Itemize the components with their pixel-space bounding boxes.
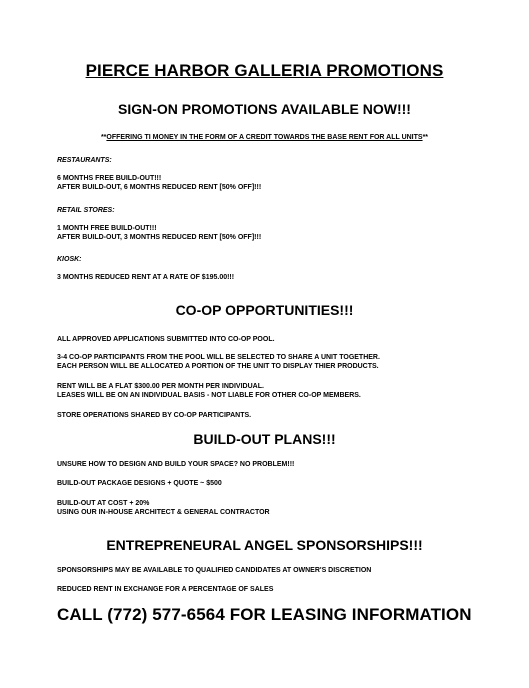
retail-line-2: AFTER BUILD-OUT, 3 MONTHS REDUCED RENT [50% OFF]!!! [57, 234, 262, 241]
kiosk-line-1: 3 MONTHS REDUCED RENT AT A RATE OF $195.00!!! [57, 274, 235, 281]
note-prefix: ** [100, 134, 107, 141]
coop-line-2: 3-4 CO-OP PARTICIPANTS FROM THE POOL WILL BE SELECTED TO SHARE A UNIT TOGETHER. [57, 354, 380, 361]
buildout-line-3: BUILD-OUT AT COST + 20% [57, 500, 150, 507]
signon-heading: SIGN-ON PROMOTIONS AVAILABLE NOW!!! [118, 101, 411, 117]
coop-line-3: EACH PERSON WILL BE ALLOCATED A PORTION OF THE UNIT TO DISPLAY THIER PRODUCTS. [57, 363, 379, 370]
buildout-line-1: UNSURE HOW TO DESIGN AND BUILD YOUR SPACE? NO PROBLEM!!! [57, 461, 295, 468]
coop-heading: CO-OP OPPORTUNITIES!!! [175, 302, 354, 318]
restaurants-line-2: AFTER BUILD-OUT, 6 MONTHS REDUCED RENT [50% OFF]!!! [57, 184, 262, 191]
retail-label: RETAIL STORES: [57, 207, 115, 214]
angel-line-1: SPONSORSHIPS MAY BE AVAILABLE TO QUALIFIED CANDIDATES AT OWNER'S DISCRETION [57, 567, 372, 574]
ti-money-note [0, 134, 529, 141]
buildout-heading: BUILD-OUT PLANS!!! [193, 431, 336, 447]
angel-line-2: REDUCED RENT IN EXCHANGE FOR A PERCENTAGE OF SALES [57, 586, 274, 593]
coop-line-1: ALL APPROVED APPLICATIONS SUBMITTED INTO CO-OP POOL. [57, 336, 275, 343]
buildout-line-4: USING OUR IN-HOUSE ARCHITECT & GENERAL CONTRACTOR [57, 509, 270, 516]
restaurants-label: RESTAURANTS: [57, 157, 112, 164]
angel-heading: ENTREPRENEURAL ANGEL SPONSORSHIPS!!! [106, 537, 423, 553]
note-text: OFFERING TI MONEY IN THE FORM OF A CREDIT TOWARDS THE BASE RENT FOR ALL UNITS [106, 134, 423, 141]
note-suffix: ** [422, 134, 429, 141]
kiosk-label: KIOSK: [57, 256, 82, 263]
coop-line-5: LEASES WILL BE ON AN INDIVIDUAL BASIS - NOT LIABLE FOR OTHER CO-OP MEMBERS. [57, 392, 361, 399]
coop-line-4: RENT WILL BE A FLAT $300.00 PER MONTH PER INDIVIDUAL. [57, 383, 264, 390]
retail-line-1: 1 MONTH FREE BUILD-OUT!!! [57, 225, 157, 232]
page-title: PIERCE HARBOR GALLERIA PROMOTIONS [85, 61, 444, 80]
call-to-action: CALL (772) 577-6564 FOR LEASING INFORMATION [57, 605, 472, 624]
restaurants-line-1: 6 MONTHS FREE BUILD-OUT!!! [57, 175, 162, 182]
buildout-line-2: BUILD-OUT PACKAGE DESIGNS + QUOTE ~ $500 [57, 480, 222, 487]
coop-line-6: STORE OPERATIONS SHARED BY CO-OP PARTICIPANTS. [57, 412, 252, 419]
